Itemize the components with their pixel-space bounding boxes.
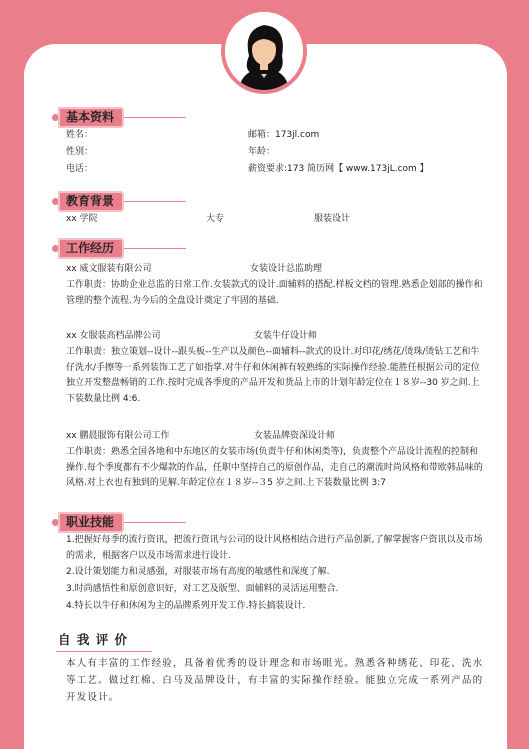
phone-label: 电话： (66, 164, 94, 174)
job-company: xx 威文服装有限公司 (66, 264, 152, 274)
female-avatar-icon (225, 12, 303, 90)
avatar-frame (221, 8, 307, 94)
job-company: xx 女服装高档品牌公司 (66, 331, 161, 341)
section-title-basic: 基本资料 (58, 107, 124, 128)
email-label: 邮箱：173jl.com (248, 130, 320, 140)
edu-major: 服装设计 (314, 214, 351, 224)
skill-item: 2.设计策划能力和灵感强，对服装市场有高度的敏感性和深度了解. (66, 567, 330, 577)
section-title-skills: 职业技能 (58, 512, 124, 533)
skill-item: 3.时尚感悟性和原创意识好，对工艺及版型、面辅料的灵活运用整合. (66, 584, 339, 594)
skill-item: 1.把握好每季的流行资讯，把流行资讯与公司的设计风格相结合进行产品创新,了解掌握客户资讯以及市场的需求，根据客户以及市场需求进行设计. (66, 535, 483, 561)
section-title-education: 教育背景 (58, 191, 124, 212)
job-duty: 工作职责：熟悉全国各地和中东地区的女装市场(负责牛仔和休闲类等)，负责整个产品设计流程的控制和操作.每个季度都有不少爆款的作品，任职中坚持自己的原创作品，走自己的潮流时尚风格和带欧韩品味的风格.对上衣也有独到的见解.年龄定位在１８岁--３5 岁之间.上下装数量比例 3:7 (66, 447, 483, 488)
job-duty: 工作职责：独立策划--设计--跟头板--生产以及颜色--面辅料--款式的设计.对印花/绣花/烫珠/烫钻工艺和牛仔洗水/手擦等一系列装饰工艺了如指掌.对牛仔和休闲裤有较熟练的实际操作经验.能胜任根据公司的定位独立开发整盘畅销的工作.按时完成各季度的产品开发和货品上市的计划年龄定位在１８岁--30 岁之间.上下装数量比例 4:6. (66, 347, 480, 404)
name-label: 姓名： (66, 130, 94, 140)
edu-degree: 大专 (206, 214, 225, 224)
age-label: 年龄： (248, 147, 276, 157)
job-duty: 工作职责：协助企业总监的日常工作.女装款式的设计.面辅料的搭配.样板文档的管理.熟悉企划部的操作和管理的整个流程.为今后的全盘设计奠定了牢固的基础. (66, 280, 483, 306)
edu-school: xx 学院 (66, 214, 98, 224)
section-title-self-eval: 自 我 评 价 (58, 632, 129, 647)
job-position: 女装品牌资深设计师 (254, 431, 336, 441)
skill-item: 4.特长以牛仔和休闲为主的品牌系列开发工作.特长搞装设计． (66, 601, 312, 611)
job-position: 女装设计总监助理 (250, 264, 323, 274)
salary-label: 薪资要求:173 简历网【 www.173jL.com 】 (248, 164, 429, 174)
self-eval-text: 本人有丰富的工作经验，具备着优秀的设计理念和市场眼光。熟悉各种绣花、印花、洗水等工艺。做过红棉、白马及品牌设计，有丰富的实际操作经验。能独立完成一系列产品的开发设计。 (66, 658, 484, 703)
section-divider (56, 651, 152, 652)
section-title-work: 工作经历 (58, 238, 124, 259)
gender-label: 性别： (66, 147, 94, 157)
job-company: xx 鹏晨服饰有限公司工作 (66, 431, 170, 441)
job-position: 女装牛仔设计师 (254, 331, 318, 341)
